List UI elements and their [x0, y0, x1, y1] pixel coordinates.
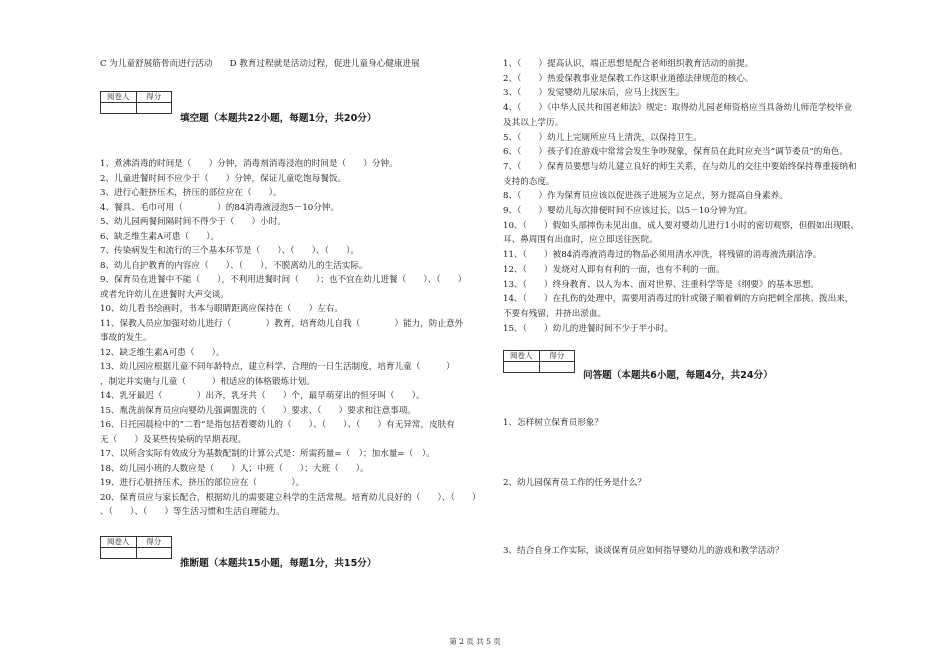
fill-question-line: 1、煮沸消毒的时间是（ ）分钟，消毒剂消毒浸泡的时间是（ ）分钟。 [100, 159, 398, 169]
fill-question-line: 11、保教人员应加强对幼儿进行（ ）教育，培育幼儿自我（ ）能力，防止意外 [100, 318, 464, 329]
fill-question-line: 10、幼儿看书绘画时，书本与眼睛距离应保持在（ ）左右。 [100, 304, 343, 314]
fill-question-line: 事故的发生。 [100, 333, 152, 343]
fill-question-line: 15、胤洗前保育员应向婴幼儿强调盥洗的（ ）要求、（ ）要求和注意事项。 [100, 405, 417, 416]
section-title-fill: 填空题（本题共22小题，每题1分，共20分） [180, 113, 377, 124]
fill-question-line: 17、以所含实际有效成分为基数配制的计算公式是：所需药量=（ ）；加水量=（ ）。 [100, 449, 435, 459]
fill-question-line: 16、日托园晨检中的“二看”是指包括看婴幼儿的（ ）、（ ）、（ ）有无异常，皮肤有 [100, 420, 455, 430]
qa-question-3: 3、结合自身工作实际，谈谈保育员应如何指导婴幼儿的游戏和教学活动？ [503, 546, 784, 556]
fill-question-line: 、（ ）、（ ）等生活习惯和生活自理能力。 [100, 507, 285, 517]
option-line: C 为儿童舒展筋骨而进行活动 D 教育过程就是活动过程，促进儿童身心健康进展 [100, 59, 420, 69]
grader-cell[interactable] [504, 362, 540, 373]
score-label: 得分 [136, 537, 172, 548]
judge-question-line: 13、（ ）终身教育、以人为本、面对世界、注重科学等是《纲要》的基本思想。 [503, 279, 820, 290]
grader-label: 阅卷人 [101, 537, 137, 548]
grader-label: 阅卷人 [504, 351, 540, 362]
judge-question-line: 及其以上学历。 [503, 117, 564, 128]
fill-question-line: 无（ ）及某些传染病的早期表现。 [100, 434, 247, 445]
fill-question-line: ，制定并实施与儿童（ ）相适应的体格锻炼计划。 [100, 376, 315, 387]
score-cell[interactable] [539, 362, 575, 373]
judge-question-line: 1、（ ）提高认识，端正思想是配合老师组织教育活动的前提。 [503, 59, 754, 69]
judge-question-line: 11、（ ）被84消毒液消毒过的物品必须用清水冲洗，将残留的消毒液洗刷洁净。 [503, 250, 822, 261]
fill-question-line: 19、进行心脏挤压术，挤压的部位应在（ ）。 [100, 478, 305, 488]
fill-question-line: 4、餐具、毛巾可用（ ）的84消毒液浸泡5－10分钟。 [100, 202, 340, 213]
fill-question-line: 20、保育员应与家长配合，根据幼儿的需要建立科学的生活常规。培育幼儿良好的（ ）、（ ） [100, 492, 481, 503]
judge-question-line: 4、（ ）《中华人民共和国老师法》规定：取得幼儿园老师资格应当具备幼儿师范学校毕业 [503, 103, 853, 114]
qa-question-1: 1、怎样树立保育员形象？ [503, 418, 603, 428]
fill-question-line: 7、传染病发生和流行的三个基本环节是（ ）、（ ）、（ ）。 [100, 246, 359, 256]
fill-question-line: 5、幼儿园两餐间隔时间不得少于（ ）小时。 [100, 217, 286, 227]
fill-question-line: 2、儿童进餐时间不应少于（ ）分钟，保证儿童吃饱每餐饭。 [100, 173, 347, 184]
judge-question-line: 7、（ ）保育员要想与幼儿建立良好的师生关系，在与幼儿的交往中要始终保持尊重接纳和 [503, 161, 857, 172]
fill-question-line: 9、保育员在进餐中不能（ ），不利用进餐时间（ ）；也不宜在幼儿进餐（ ）、（ ） [100, 275, 467, 285]
judge-question-line: 支持的态度。 [503, 176, 555, 187]
judge-question-line: 15、（ ）幼儿的进餐时间不少于半小时。 [503, 323, 673, 334]
judge-question-line: 14、（ ）在扎伤的处理中，需要用消毒过的针或镊子顺着刺的方向把刺全部挑、拨出来， [503, 294, 854, 305]
score-box-fill [100, 91, 172, 114]
grader-cell[interactable] [101, 548, 137, 559]
grader-label: 阅卷人 [101, 92, 137, 103]
judge-question-line: 不要有残留，并挤出淤血。 [503, 308, 607, 319]
page-footer: 第 2 页 共 5 页 [449, 637, 501, 646]
judge-question-line: 6、（ ）孩子们在游戏中常常会发生争吵现象，保育员在此时应充当“调节委员”的角色。 [503, 147, 849, 158]
judge-question-line: 8、（ ）作为保育员应该以促进孩子进展为立足点，努力提高自身素养。 [503, 191, 788, 202]
judge-question-line: 12、（ ）发烧对人即有有利的一面，也有不利的一面。 [503, 264, 725, 275]
judge-question-line: 5、（ ）幼儿上完厕所应马上清洗，以保持卫生。 [503, 132, 702, 143]
score-box-qa [503, 350, 575, 373]
fill-question-line: 18、幼儿园小班的人数应是（ ）人；中班（ ）；大班（ ）。 [100, 463, 369, 474]
judge-question-line: 9、（ ）婴幼儿每次排便时间不应该过长，以5－10分钟为宜。 [503, 206, 753, 216]
fill-question-line: 13、幼儿园应根据儿童不同年龄特点，建立科学、合理的一日生活制度，培育儿童（ ） [100, 362, 455, 372]
judge-question-line: 2、（ ）热爱保教事业是保教工作这职业道德法律规范的核心。 [503, 73, 754, 84]
fill-question-line: 14、乳牙最迟（ ）出齐，乳牙共（ ）个，最早萌芽出的恒牙叫（ ）。 [100, 391, 425, 401]
score-cell[interactable] [136, 548, 172, 559]
score-box-judge [100, 536, 172, 559]
judge-question-line: 3、（ ）发觉婴幼儿尿床后，应马上找医生。 [503, 88, 685, 99]
section-title-qa: 问答题（本题共6小题，每题4分，共24分） [583, 370, 773, 381]
score-label: 得分 [539, 351, 575, 362]
score-cell[interactable] [136, 103, 172, 114]
fill-question-line: 3、进行心脏挤压术，挤压的部位应在（ ）。 [100, 188, 282, 198]
fill-question-line: 或者允许幼儿在进餐时大声交谈。 [100, 289, 229, 300]
judge-question-line: 耳、鼻周围有出血时，应立即送往医院。 [503, 235, 658, 246]
grader-cell[interactable] [101, 103, 137, 114]
qa-question-2: 2、幼儿园保育员工作的任务是什么？ [503, 478, 646, 488]
judge-question-line: 10、（ ）假如头部摔伤未见出血，成人要对婴幼儿进行1小时的密切观察，但假如出现眼、 [503, 220, 859, 231]
section-title-judge: 推断题（本题共15小题，每题1分，共15分） [180, 558, 377, 569]
score-label: 得分 [136, 92, 172, 103]
fill-question-line: 12、缺乏维生素A可患（ ）。 [100, 347, 225, 358]
fill-question-line: 6、缺乏维生素A可患（ ）。 [100, 231, 220, 242]
fill-question-line: 8、幼儿自护教育的内容应（ ）、（ ），不脱离幼儿的生活实际。 [100, 260, 368, 271]
